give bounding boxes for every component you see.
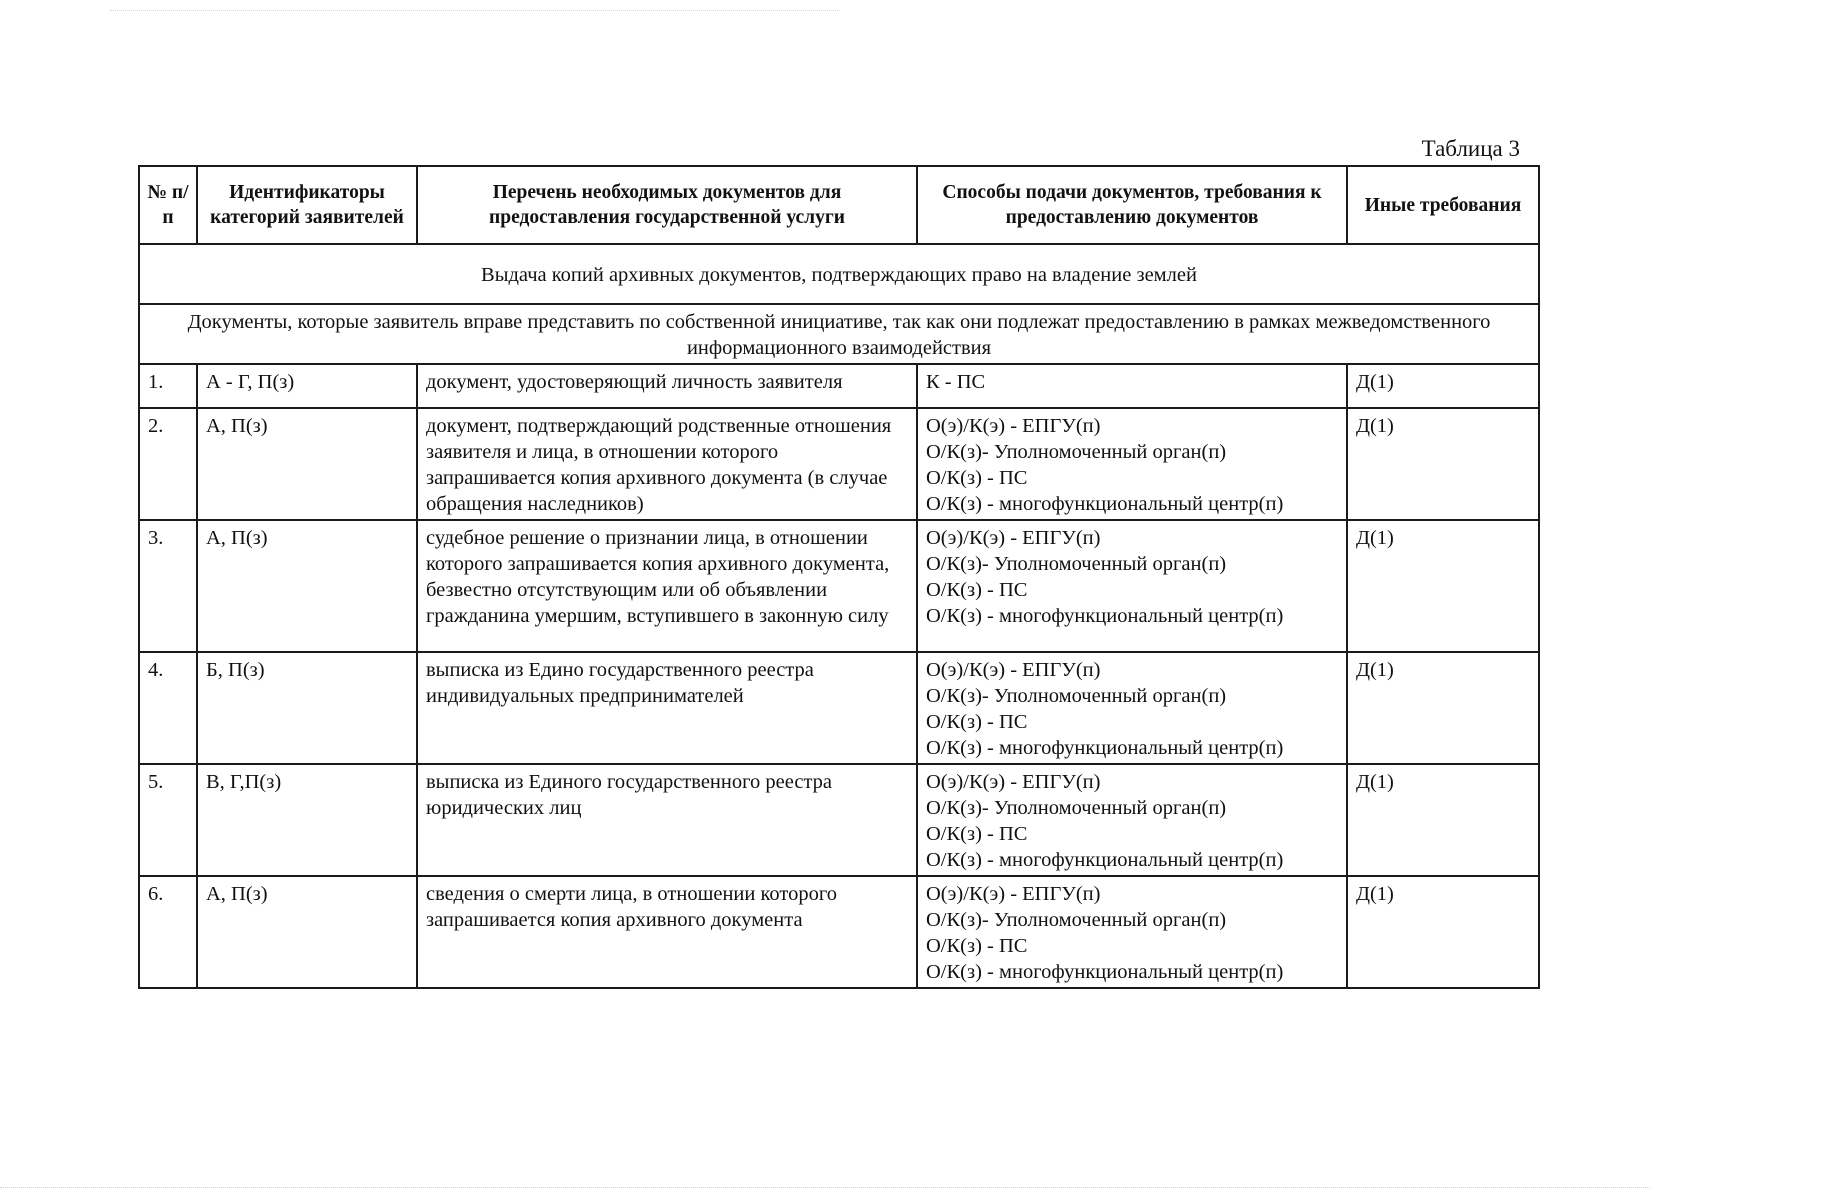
row-document: документ, удостоверяющий личность заявителя: [417, 364, 917, 408]
table-header-row: [139, 166, 1539, 244]
row-other: Д(1): [1347, 764, 1539, 876]
table-caption: Таблица 3: [1421, 136, 1520, 161]
table-row: [139, 520, 1539, 652]
method-line: О/К(з)- Уполномоченный орган(п): [926, 909, 1227, 931]
scan-artifact-top: [110, 10, 840, 11]
method-line: О/К(з)- Уполномоченный орган(п): [926, 797, 1227, 819]
method-line: О(э)/К(э) - ЕПГУ(п): [926, 659, 1101, 681]
method-line: О/К(з)- Уполномоченный орган(п): [926, 685, 1227, 707]
method-line: О/К(з) - ПС: [926, 579, 1028, 601]
section-row: [139, 244, 1539, 304]
method-line: О/К(з) - ПС: [926, 467, 1028, 489]
requirements-table: [138, 165, 1540, 989]
row-document: выписка из Единого государственного реестра юридических лиц: [417, 764, 917, 876]
method-line: О(э)/К(э) - ЕПГУ(п): [926, 771, 1101, 793]
method-line: О/К(з) - ПС: [926, 823, 1028, 845]
row-num: 6.: [139, 876, 197, 988]
subsection-row: [139, 304, 1539, 364]
row-document: документ, подтверждающий родственные отношения заявителя и лица, в отношении которого запрашивается копия архивного документа (в случае обращения наследников): [417, 408, 917, 520]
row-methods: [917, 520, 1347, 652]
header-documents: Перечень необходимых документов для предоставления государственной услуги: [417, 166, 917, 244]
row-identifiers: А, П(з): [197, 408, 417, 520]
row-methods: [917, 876, 1347, 988]
row-identifiers: В, Г,П(з): [197, 764, 417, 876]
row-other: Д(1): [1347, 876, 1539, 988]
row-num: 5.: [139, 764, 197, 876]
method-line: К - ПС: [926, 371, 986, 393]
row-identifiers: А, П(з): [197, 520, 417, 652]
method-line: О(э)/К(э) - ЕПГУ(п): [926, 883, 1101, 905]
row-other: Д(1): [1347, 364, 1539, 408]
row-identifiers: А, П(з): [197, 876, 417, 988]
method-line: О/К(з) - многофункциональный центр(п): [926, 849, 1284, 871]
row-num: 3.: [139, 520, 197, 652]
header-other: Иные требования: [1347, 166, 1539, 244]
method-line: О/К(з) - ПС: [926, 711, 1028, 733]
scan-artifact-bottom: [0, 1187, 1650, 1188]
row-identifiers: Б, П(з): [197, 652, 417, 764]
method-line: О/К(з) - многофункциональный центр(п): [926, 493, 1284, 515]
method-line: О(э)/К(э) - ЕПГУ(п): [926, 527, 1101, 549]
row-other: Д(1): [1347, 652, 1539, 764]
row-document: сведения о смерти лица, в отношении которого запрашивается копия архивного документа: [417, 876, 917, 988]
table-row: [139, 408, 1539, 520]
header-identifiers: Идентификаторы категорий заявителей: [197, 166, 417, 244]
header-methods: Способы подачи документов, требования к предоставлению документов: [917, 166, 1347, 244]
section-title: Выдача копий архивных документов, подтверждающих право на владение землей: [139, 244, 1539, 304]
method-line: О/К(з) - многофункциональный центр(п): [926, 737, 1284, 759]
method-line: О(э)/К(э) - ЕПГУ(п): [926, 415, 1101, 437]
header-num: № п/п: [139, 166, 197, 244]
row-methods: [917, 652, 1347, 764]
row-num: 1.: [139, 364, 197, 408]
method-line: О/К(з) - многофункциональный центр(п): [926, 605, 1284, 627]
row-identifiers: А - Г, П(з): [197, 364, 417, 408]
table-row: [139, 764, 1539, 876]
row-methods: [917, 408, 1347, 520]
method-line: О/К(з) - многофункциональный центр(п): [926, 961, 1284, 983]
table-row: [139, 876, 1539, 988]
row-methods: [917, 364, 1347, 408]
method-line: О/К(з)- Уполномоченный орган(п): [926, 553, 1227, 575]
subsection-title: Документы, которые заявитель вправе представить по собственной инициативе, так как они подлежат предоставлению в рамках межведомственного информационного взаимодействия: [139, 304, 1539, 364]
row-other: Д(1): [1347, 408, 1539, 520]
table-row: [139, 364, 1539, 408]
method-line: О/К(з)- Уполномоченный орган(п): [926, 441, 1227, 463]
method-line: О/К(з) - ПС: [926, 935, 1028, 957]
row-methods: [917, 764, 1347, 876]
row-num: 4.: [139, 652, 197, 764]
row-document: судебное решение о признании лица, в отношении которого запрашивается копия архивного документа, безвестно отсутствующим или об объявлении гражданина умершим, вступившего в законную силу: [417, 520, 917, 652]
table-row: [139, 652, 1539, 764]
row-document: выписка из Едино государственного реестра индивидуальных предпринимателей: [417, 652, 917, 764]
row-num: 2.: [139, 408, 197, 520]
row-other: Д(1): [1347, 520, 1539, 652]
